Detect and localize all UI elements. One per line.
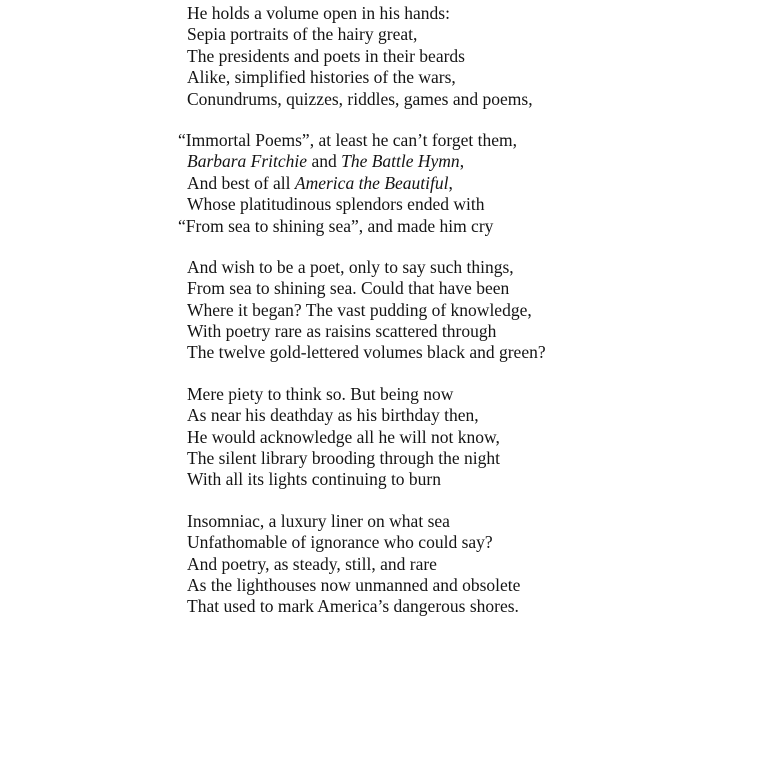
stanza-3	[187, 257, 747, 364]
poem-line: As near his deathday as his birthday then,	[187, 405, 479, 426]
poem-line: With poetry rare as raisins scattered through	[187, 321, 497, 342]
poem-title-barbara-fritchie: Barbara Fritchie	[187, 151, 308, 172]
stanza-1	[187, 3, 747, 110]
poem-line: Unfathomable of ignorance who could say?	[187, 532, 493, 553]
poem-title-battle-hymn: The Battle Hymn	[341, 151, 460, 172]
stanza-5	[187, 511, 747, 618]
poem-text: And best of all	[187, 172, 295, 193]
poem-line: Conundrums, quizzes, riddles, games and poems,	[187, 88, 533, 109]
poem-line	[187, 151, 747, 172]
poem-line: Where it began? The vast pudding of knowledge,	[187, 299, 532, 320]
poem-line: “Immortal Poems”, at least he can’t forget them,	[178, 129, 518, 150]
poem-line: That used to mark America’s dangerous shores.	[187, 596, 519, 617]
stanza-4	[187, 384, 747, 491]
poem-line	[187, 173, 747, 194]
poem-line: The twelve gold-lettered volumes black and green?	[187, 342, 546, 363]
poem-text: ,	[448, 172, 453, 193]
poem-line: From sea to shining sea. Could that have been	[187, 278, 510, 299]
poem-title-america-the-beautiful: America the Beautiful	[294, 172, 449, 193]
poem-line: And wish to be a poet, only to say such things,	[187, 256, 514, 277]
poem-line: Insomniac, a luxury liner on what sea	[187, 510, 450, 531]
poem-line: As the lighthouses now unmanned and obsolete	[187, 574, 521, 595]
poem-line: The presidents and poets in their beards	[187, 45, 465, 66]
poem-line: He would acknowledge all he will not know,	[187, 426, 500, 447]
poem-line: “From sea to shining sea”, and made him cry	[178, 215, 494, 236]
poem-line: He holds a volume open in his hands:	[187, 3, 450, 23]
poem-text: and	[307, 151, 342, 172]
poem-line: Whose platitudinous splendors ended with	[187, 194, 485, 215]
poem-line: Alike, simplified histories of the wars,	[187, 67, 456, 88]
poem-line: And poetry, as steady, still, and rare	[187, 553, 437, 574]
poem-line: The silent library brooding through the night	[187, 448, 501, 469]
poem-line: Mere piety to think so. But being now	[187, 383, 454, 404]
poem-text: ,	[459, 151, 465, 172]
stanza-2	[178, 129, 747, 237]
poem	[178, 3, 747, 638]
poem-line: With all its lights continuing to burn	[187, 469, 442, 490]
poem-line: Sepia portraits of the hairy great,	[187, 24, 418, 45]
